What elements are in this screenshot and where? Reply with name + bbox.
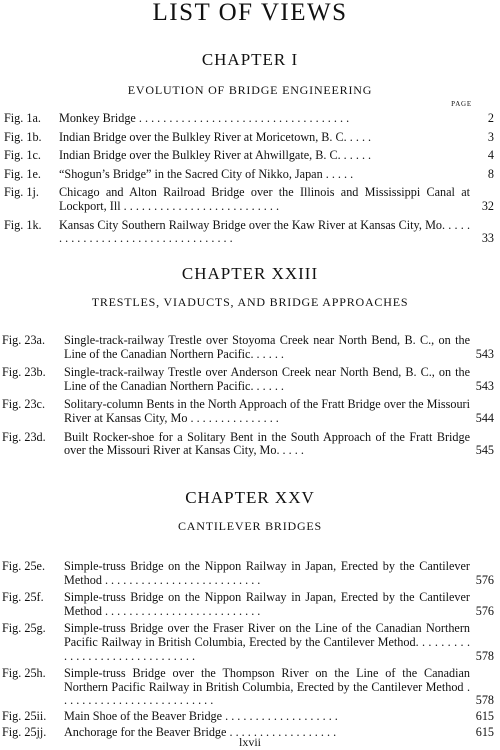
- list-item: [0, 591, 500, 618]
- figure-caption: Indian Bridge over the Bulkley River at Moricetown, B. C. . . . .: [59, 129, 372, 144]
- page-number: 615: [475, 724, 494, 739]
- chapter-heading: CHAPTER I: [201, 50, 299, 69]
- figure-caption: Built Rocker-shoe for a Solitary Bent in the South Approach of the Fratt Bridge over the Missouri River at Kansas City, Mo. . . . .: [64, 429, 470, 458]
- list-item: [0, 219, 500, 246]
- chapter-subtitle: TRESTLES, VIADUCTS, AND BRIDGE APPROACHES: [91, 295, 409, 309]
- page-number: 2: [487, 111, 494, 125]
- figure-caption: Indian Bridge over the Bulkley River at Ahwillgate, B. C. . . . . .: [59, 148, 372, 163]
- list-item: [0, 186, 500, 213]
- page-number: 3: [487, 129, 494, 144]
- chapter-23-entries: [0, 334, 500, 458]
- list-item: [0, 168, 500, 182]
- page-number: 615: [475, 708, 494, 723]
- page-number: 543: [475, 346, 494, 361]
- list-item: [0, 334, 500, 361]
- chapter-23-header: [0, 264, 500, 310]
- figure-caption: Simple-truss Bridge on the Nippon Railway in Japan, Erected by the Cantilever Method . . . . . . . . . . . . . . . . . . . . . . . . . .: [64, 559, 470, 587]
- page-title: LIST OF VIEWS: [152, 0, 348, 26]
- page-number: 576: [475, 572, 494, 587]
- chapter-1-entries: [0, 112, 500, 246]
- page-number: 578: [475, 693, 494, 708]
- list-item: [0, 149, 500, 163]
- page-number: 33: [481, 231, 494, 246]
- figure-number: Fig. 25h.: [2, 666, 46, 681]
- figure-caption: Anchorage for the Beaver Bridge . . . . . . . . . . . . . . . . . .: [64, 724, 337, 739]
- figure-number: Fig. 25e.: [2, 559, 45, 573]
- figure-number: Fig. 1c.: [4, 148, 41, 163]
- figure-caption: Monkey Bridge . . . . . . . . . . . . . . . . . . . . . . . . . . . . . . . . . . .: [59, 111, 350, 125]
- figure-number: Fig. 23c.: [2, 397, 45, 412]
- list-item: [0, 560, 500, 587]
- figure-caption: Solitary-column Bents in the North Approach of the Fratt Bridge over the Missouri River at Kansas City, Mo . . . . . . . . . . . . . . .: [64, 397, 470, 425]
- chapter-25-header: [0, 488, 500, 534]
- page-number: 545: [475, 443, 494, 458]
- page-column-label: PAGE: [451, 100, 472, 108]
- chapter-25-entries: [0, 560, 500, 739]
- page-number: 543: [475, 378, 494, 393]
- page-number: 8: [487, 166, 494, 181]
- figure-number: Fig. 23d.: [2, 429, 46, 444]
- figure-caption: “Shogun’s Bridge” in the Sacred City of Nikko, Japan . . . . .: [59, 166, 354, 181]
- page-number: 576: [475, 603, 494, 618]
- chapter-heading: CHAPTER XXIII: [181, 264, 319, 283]
- list-item: [0, 622, 500, 663]
- page-folio: lxvii: [238, 735, 261, 749]
- page-number: 544: [475, 410, 494, 425]
- figure-number: Fig. 1a.: [4, 111, 41, 125]
- list-item: [0, 112, 500, 126]
- figure-number: Fig. 25f.: [2, 590, 44, 605]
- figure-number: Fig. 25jj.: [2, 724, 47, 739]
- list-item: [0, 131, 500, 145]
- list-item: [0, 667, 500, 708]
- figure-number: Fig. 1k.: [4, 217, 42, 232]
- page-number: 4: [487, 148, 494, 163]
- figure-caption: Chicago and Alton Railroad Bridge over the Illinois and Mississippi Canal at Lockport, Ill . . . . . . . . . . . . . . . . . . . . . . . . . .: [59, 185, 470, 213]
- page-number: 32: [481, 198, 494, 213]
- figure-number: Fig. 25g.: [2, 621, 46, 636]
- chapter-1-header: [0, 50, 500, 98]
- figure-number: Fig. 1j.: [4, 185, 39, 200]
- chapter-subtitle: CANTILEVER BRIDGES: [177, 519, 323, 533]
- chapter-subtitle: EVOLUTION OF BRIDGE ENGINEERING: [127, 83, 373, 97]
- list-item: [0, 398, 500, 425]
- page-number: 578: [475, 648, 494, 663]
- figure-number: Fig. 23a.: [2, 333, 45, 347]
- figure-caption: Kansas City Southern Railway Bridge over the Kaw River at Kansas City, Mo. . . . . . . . . . . . . . . . . . . . . . . . . . . . . . . . . .: [59, 217, 470, 246]
- list-item: [0, 366, 500, 393]
- figure-number: Fig. 25ii.: [2, 708, 47, 723]
- figure-caption: Single-track-railway Trestle over Stoyoma Creek near North Bend, B. C., on the Line of the Canadian Northern Pacific. . . . . .: [64, 333, 470, 361]
- chapter-heading: CHAPTER XXV: [185, 488, 315, 507]
- figure-caption: Simple-truss Bridge over the Thompson River on the Line of the Canadian Northern Pacific Railway in British Columbia, Erected by the Cantilever Method . . . . . . . . . . . . . . . . . . . . . . . . . .: [64, 666, 470, 708]
- figure-number: Fig. 23b.: [2, 365, 46, 380]
- figure-number: Fig. 1b.: [4, 129, 42, 144]
- figure-caption: Single-track-railway Trestle over Anderson Creek near North Bend, B. C., on the Line of the Canadian Northern Pacific. . . . . .: [64, 365, 470, 393]
- figure-caption: Simple-truss Bridge over the Fraser River on the Line of the Canadian Northern Pacific Railway in British Columbia, Erected by the Cantilever Method. . . . . . . . . . . . . . . . . . . . . . . . . . . . . . .: [64, 621, 470, 663]
- list-item: [0, 710, 500, 724]
- list-item: [0, 431, 500, 458]
- figure-number: Fig. 1e.: [4, 166, 41, 181]
- figure-caption: Main Shoe of the Beaver Bridge . . . . . . . . . . . . . . . . . . .: [64, 708, 338, 723]
- figure-caption: Simple-truss Bridge on the Nippon Railway in Japan, Erected by the Cantilever Method . . . . . . . . . . . . . . . . . . . . . . . . . .: [64, 590, 470, 618]
